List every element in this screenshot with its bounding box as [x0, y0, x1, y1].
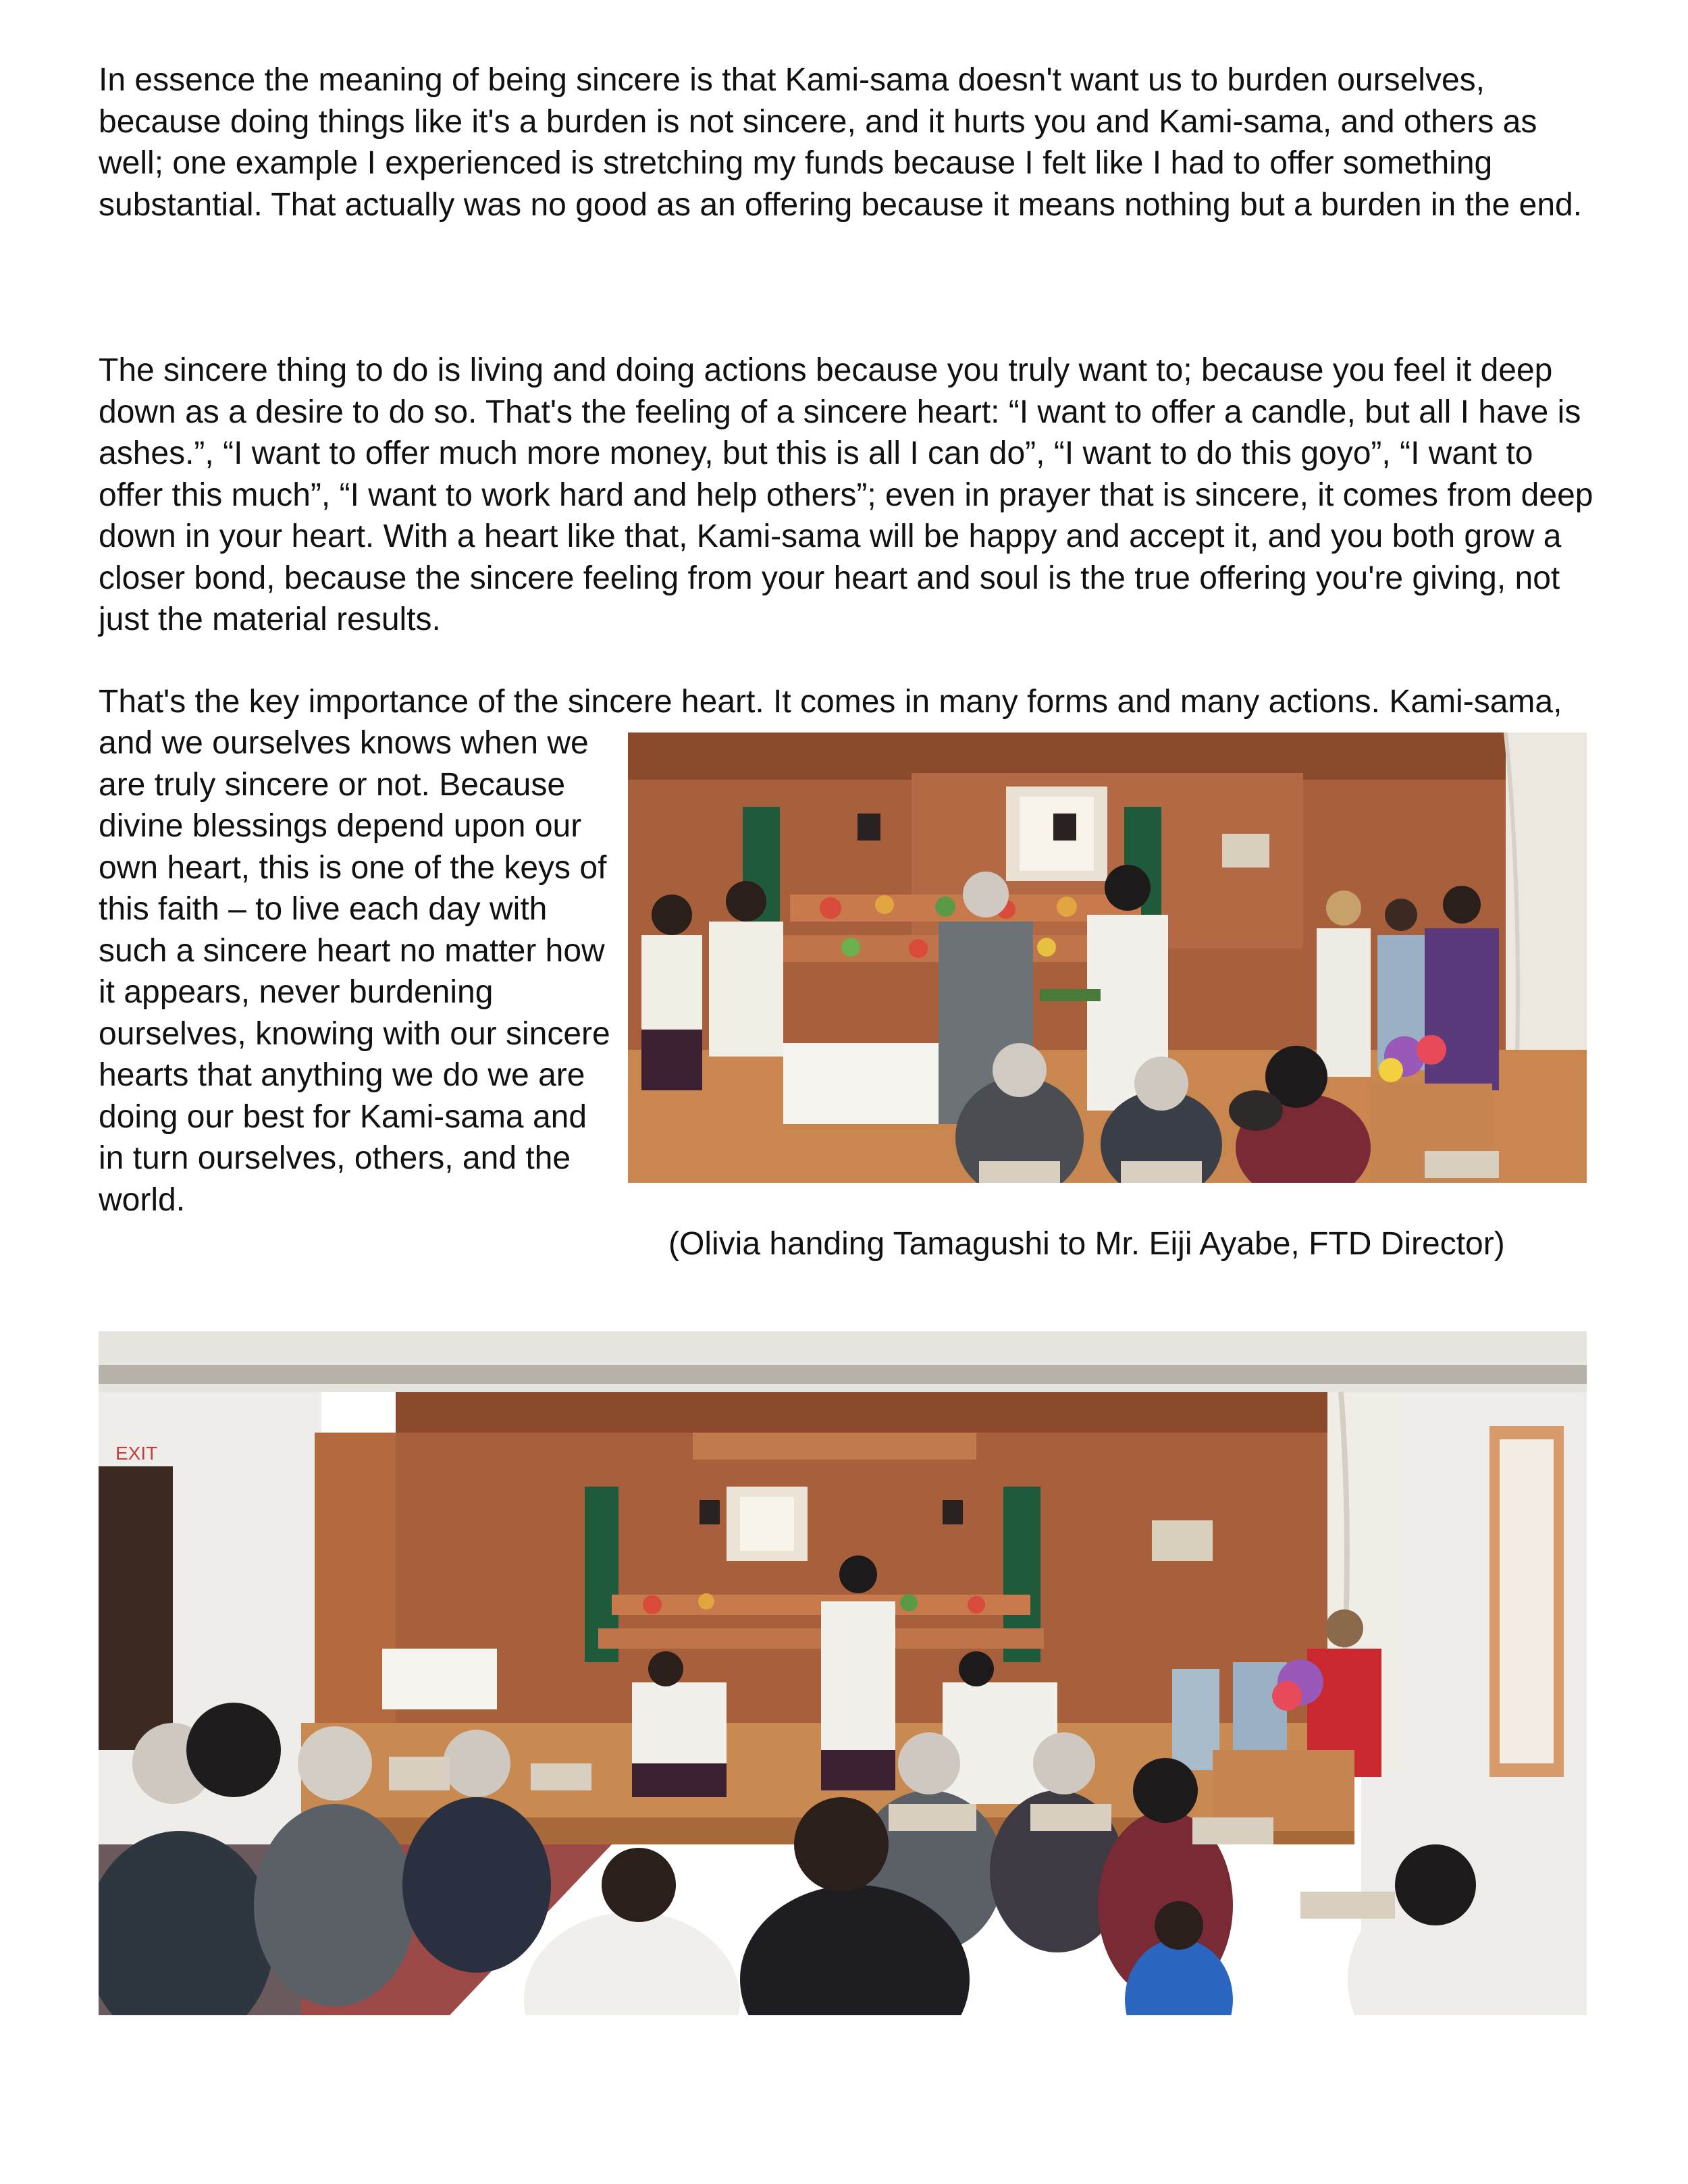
photo-caption: (Olivia handing Tamagushi to Mr. Eiji Ayabe, FTD Director): [668, 1226, 1505, 1262]
ceremony-photo-hall: [99, 1331, 1587, 2015]
paragraph-2: The sincere thing to do is living and doing actions because you truly want to; because you feel it deep down as a desire to do so. That's the feeling of a sincere heart: “I want to offer a candle, but all I have is ashes.”, “I want to offer much more money, but this is all I can do”, “I want to do this goyo”, “I want to offer this much”, “I want to work hard and help others”; even in prayer that is sincere, it comes from deep down in your heart. With a heart like that, Kami-sama will be happy and accept it, and you both grow a closer bond, because the sincere feeling from your heart and soul is the true offering you're giving, not just the material results.: [99, 352, 1593, 637]
paragraph-3-lead: That's the key importance of the sincere heart. It comes in many forms and many actions. Kami-sama,: [99, 684, 1562, 720]
paragraph-1: In essence the meaning of being sincere is that Kami-sama doesn't want us to burden ourselves, because doing things like it's a burden is not sincere, and it hurts you and Kami-sama, and others as well; one example I experienced is stretching my funds because I felt like I had to offer something substantial. That actually was no good as an offering because it means nothing but a burden in the end.: [99, 62, 1583, 223]
paragraph-3-wrap: and we ourselves knows when we are truly sincere or not. Because divine blessings depend upon our own heart, this is one of the keys of this faith – to live each day with such a sincere heart no matter how it appears, never burdening ourselves, knowing with our sincere hearts that anything we do we are doing our best for Kami-sama and in turn ourselves, others, and the world.: [99, 725, 610, 1218]
ceremony-photo-tamagushi: [628, 733, 1587, 1183]
exit-sign: EXIT: [115, 1443, 158, 1464]
